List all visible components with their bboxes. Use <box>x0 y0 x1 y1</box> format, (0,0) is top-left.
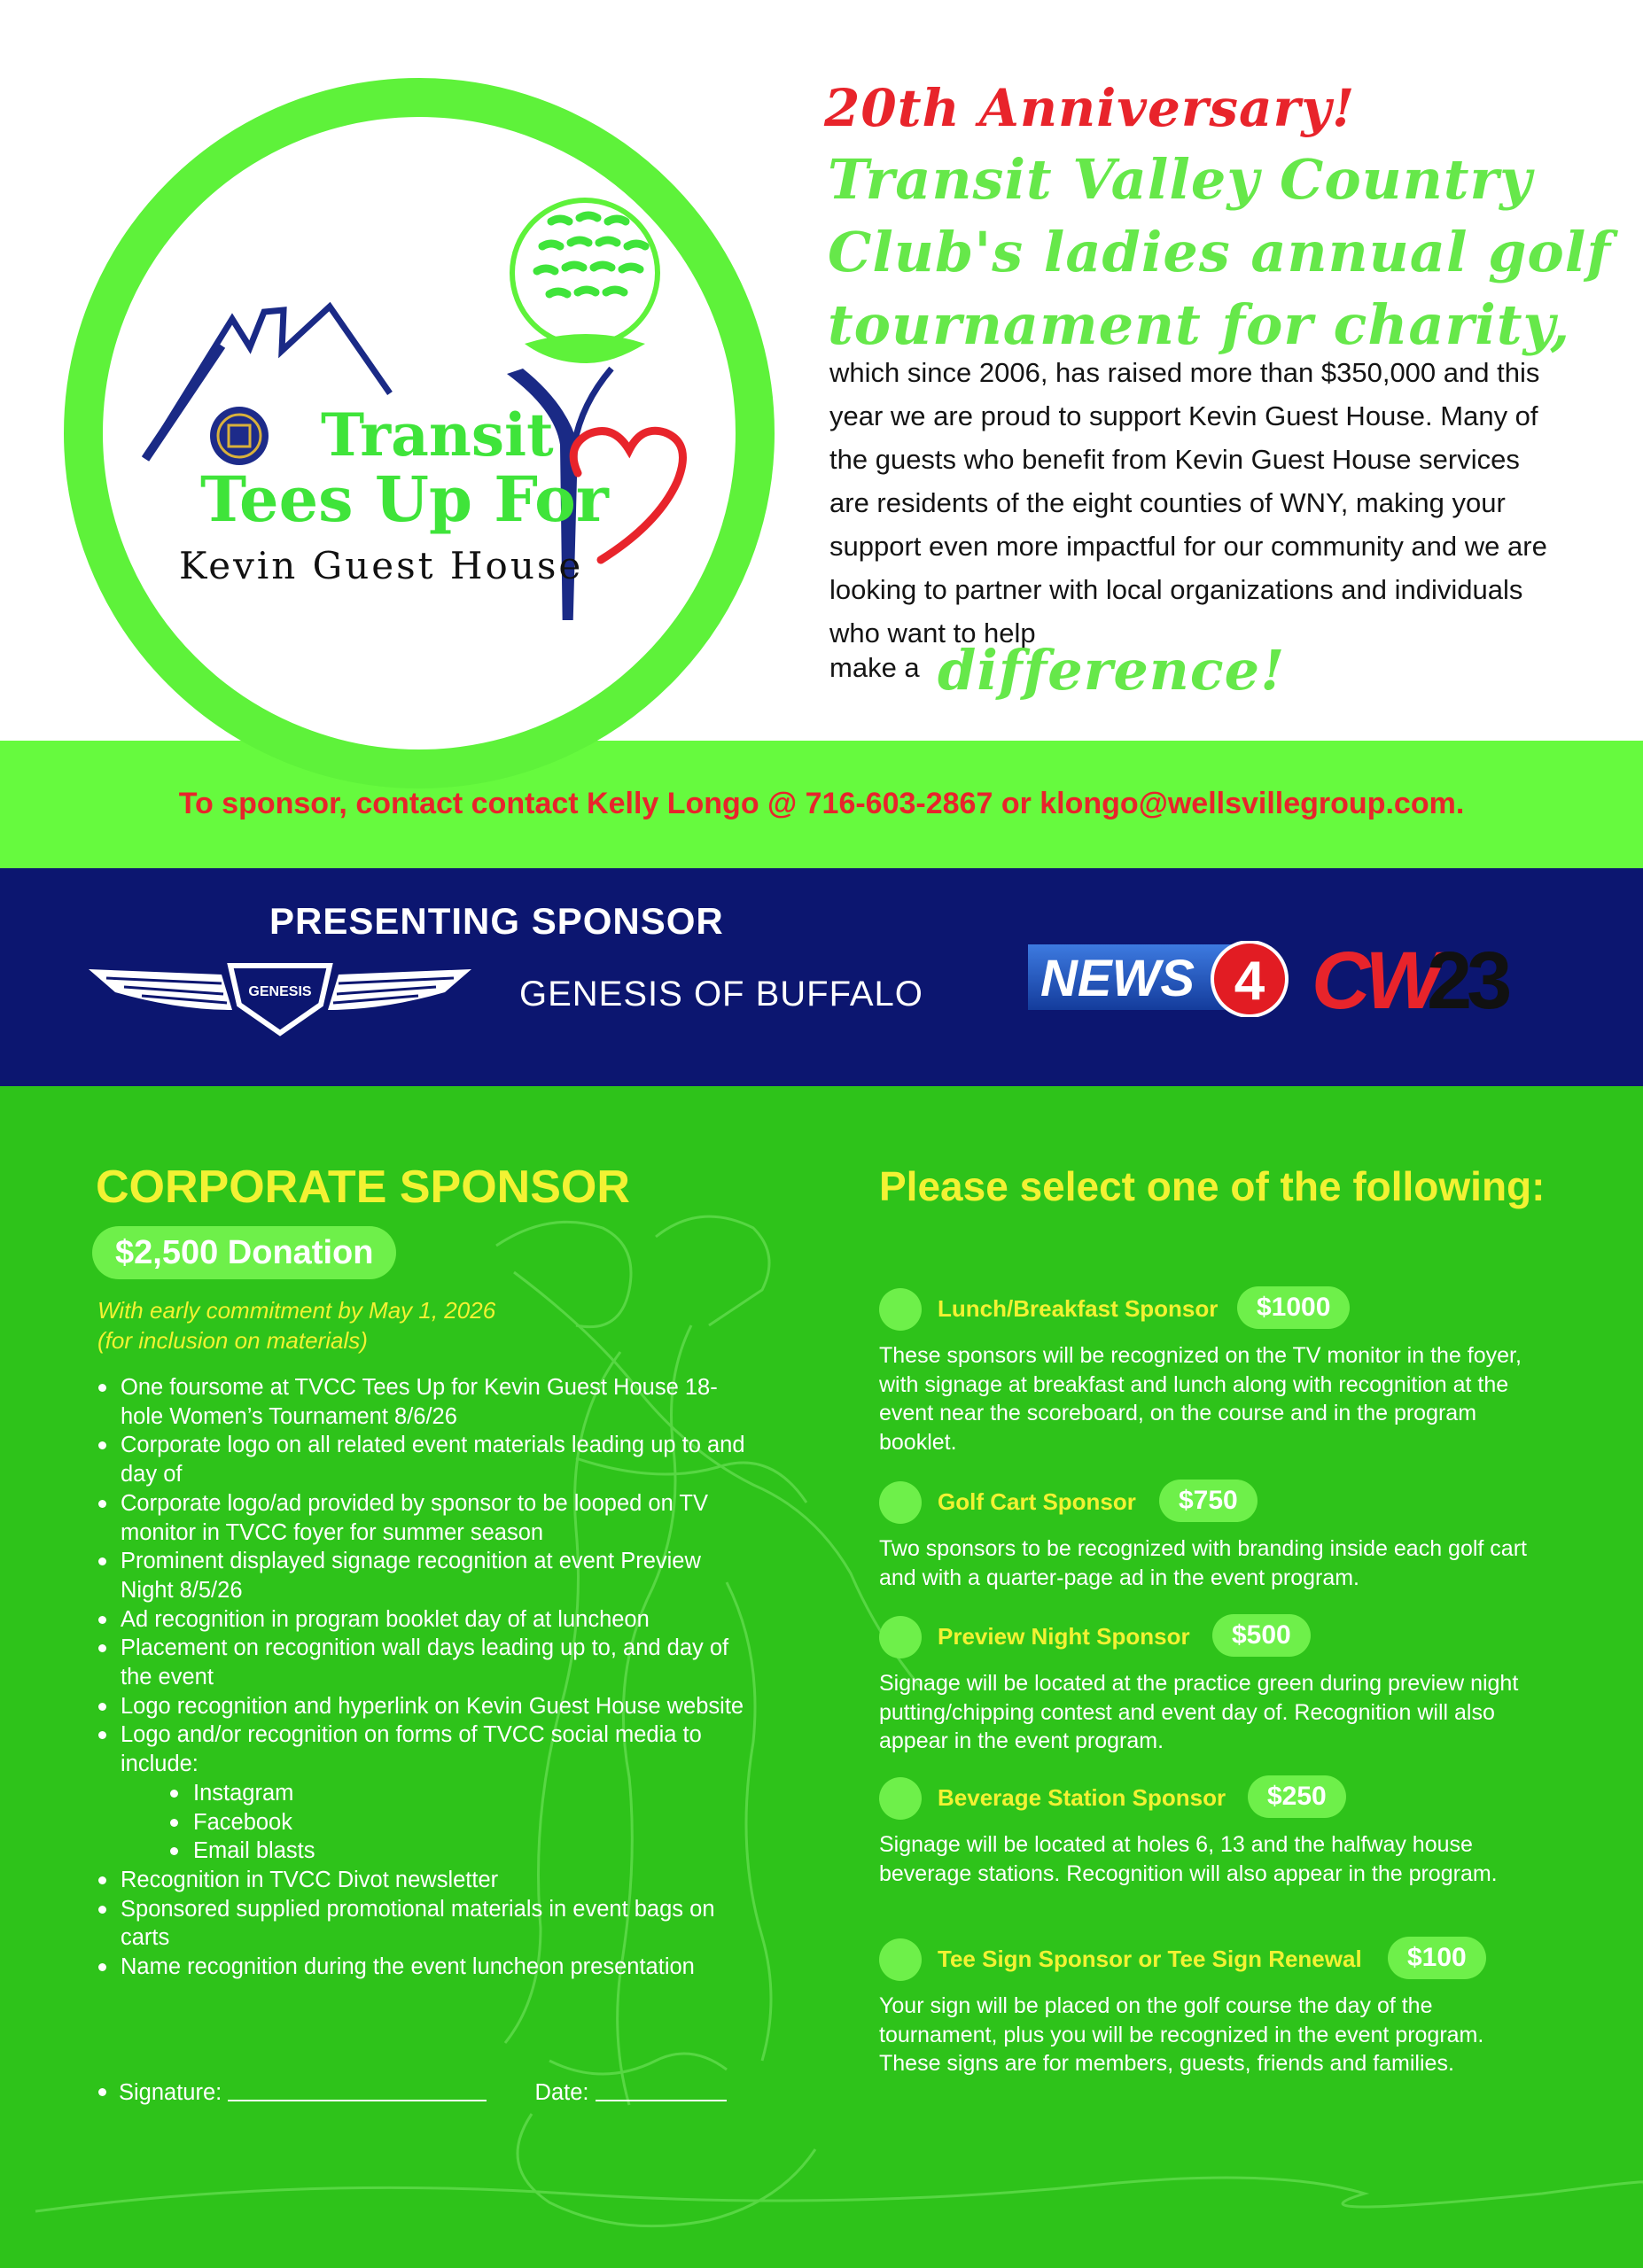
benefit-subitem: Facebook <box>97 1808 753 1837</box>
option-price-badge: $750 <box>1159 1480 1258 1522</box>
tournament-headline <box>828 144 1611 361</box>
option-name: Golf Cart Sponsor <box>938 1488 1136 1515</box>
benefit-item: Corporate logo on all related event materials leading up to and day of <box>97 1431 753 1488</box>
early-note-line: (for inclusion on materials) <box>97 1327 368 1354</box>
option-preview-night <box>879 1611 1553 1756</box>
benefit-item: Placement on recognition wall days leading up to, and day of the event <box>97 1634 753 1691</box>
presenting-sponsor-title: PRESENTING SPONSOR <box>269 900 724 942</box>
option-select-circle[interactable] <box>879 1288 922 1331</box>
benefit-item: Sponsored supplied promotional materials in event bags on carts <box>97 1895 753 1953</box>
early-commitment-note <box>97 1295 495 1355</box>
news-text: NEWS <box>1040 950 1195 1007</box>
benefit-subitem: Instagram <box>97 1779 753 1808</box>
genesis-wings-logo <box>89 957 471 1038</box>
donation-badge: $2,500 Donation <box>92 1226 396 1279</box>
bullet <box>98 2088 106 2096</box>
cw-number: 23 <box>1427 937 1507 1021</box>
golf-ball-icon <box>512 200 658 363</box>
option-select-circle[interactable] <box>879 1481 922 1524</box>
difference-emphasis: difference! <box>938 638 1286 703</box>
option-description: Signage will be located at holes 6, 13 and the halfway house beverage stations. Recognition will also appear in the program. <box>879 1832 1498 1886</box>
anniversary-title: 20th Anniversary! <box>824 78 1356 138</box>
benefit-item: One foursome at TVCC Tees Up for Kevin Guest House 18-hole Women’s Tournament 8/6/26 <box>97 1373 753 1431</box>
signature-row <box>97 2080 727 2106</box>
cw23-logo <box>1312 937 1533 1021</box>
benefit-item: Ad recognition in program booklet day of at luncheon <box>97 1605 753 1635</box>
option-description: Two sponsors to be recognized with branding inside each golf cart and with a quarter-page ad in the event program. <box>879 1536 1527 1590</box>
headline-line: Transit Valley Country <box>828 147 1533 212</box>
news-number: 4 <box>1234 951 1265 1012</box>
genesis-emblem-text: GENESIS <box>248 984 312 999</box>
presenting-sponsor-name: GENESIS OF BUFFALO <box>519 975 923 1014</box>
benefit-item: Name recognition during the event luncheon presentation <box>97 1953 753 1982</box>
option-price-badge: $1000 <box>1237 1286 1350 1329</box>
option-price-badge: $500 <box>1212 1614 1311 1657</box>
headline-line: Club's ladies annual golf <box>828 220 1612 284</box>
corporate-sponsor-heading: CORPORATE SPONSOR <box>96 1161 630 1213</box>
intro-paragraph: which since 2006, has raised more than $350,000 and this year we are proud to support Kevin Guest House. Many of the guests who benefit from Kevin Guest House services are residents of the eight counties of WNY, making your support even more impactful for our community and we are looking to partner with local organizations and individuals who want to help <box>829 357 1547 649</box>
option-name: Beverage Station Sponsor <box>938 1784 1226 1811</box>
option-name: Tee Sign Sponsor or Tee Sign Renewal <box>938 1946 1362 1972</box>
early-note-line: With early commitment by May 1, 2026 <box>97 1297 496 1324</box>
option-price-badge: $250 <box>1248 1775 1346 1818</box>
benefit-item: Recognition in TVCC Divot newsletter <box>97 1866 753 1895</box>
option-price-badge: $100 <box>1388 1937 1486 1979</box>
option-select-circle[interactable] <box>879 1777 922 1820</box>
sponsor-contact-text: To sponsor, contact contact Kelly Longo @ 716-603-2867 or klongo@wellsvillegroup.com. <box>178 787 1465 820</box>
corporate-benefits-list <box>97 1373 753 1982</box>
option-description: Your sign will be placed on the golf course the day of the tournament, plus you will be recognized in the event program. These signs are for members, guests, friends and families. <box>879 1993 1484 2076</box>
date-label: Date: <box>534 2080 589 2105</box>
option-description: These sponsors will be recognized on the TV monitor in the foyer, with signage at breakfast and lunch along with recognition at the event near the scoreboard, on the course and in the program booklet. <box>879 1343 1522 1455</box>
intro-last-line: make a <box>829 652 920 683</box>
headline-line: tournament for charity, <box>828 292 1571 357</box>
benefit-item: Corporate logo/ad provided by sponsor to be looped on TV monitor in TVCC foyer for summer season <box>97 1489 753 1547</box>
option-name: Preview Night Sponsor <box>938 1623 1190 1650</box>
signature-field[interactable] <box>228 2082 487 2101</box>
news4-logo <box>1028 941 1294 1017</box>
logo-tees-up-text: Tees Up For <box>200 462 609 536</box>
option-select-circle[interactable] <box>879 1938 922 1981</box>
signature-label: Signature: <box>119 2080 222 2105</box>
option-beverage-station <box>879 1772 1553 1888</box>
option-lunch-breakfast <box>879 1283 1553 1456</box>
option-name: Lunch/Breakfast Sponsor <box>938 1295 1219 1322</box>
cw-text: CW <box>1312 937 1437 1021</box>
benefit-item: Logo and/or recognition on forms of TVCC social media to include: <box>97 1720 753 1778</box>
benefit-item: Prominent displayed signage recognition at event Preview Night 8/5/26 <box>97 1547 753 1604</box>
benefit-subitem: Email blasts <box>97 1837 753 1866</box>
date-field[interactable] <box>596 2082 727 2101</box>
logo-transit-text: Transit <box>321 400 554 470</box>
option-description: Signage will be located at the practice green during preview night putting/chipping contest and event day of. Recognition will also appear in the event program. <box>879 1671 1519 1753</box>
option-golf-cart <box>879 1476 1553 1592</box>
benefit-item: Logo recognition and hyperlink on Kevin Guest House website <box>97 1692 753 1721</box>
option-tee-sign <box>879 1933 1553 2078</box>
logo-kevin-guest-house-text: Kevin Guest House <box>179 544 584 587</box>
option-select-circle[interactable] <box>879 1616 922 1658</box>
club-seal-icon <box>210 407 269 465</box>
select-option-heading: Please select one of the following: <box>879 1163 1546 1209</box>
